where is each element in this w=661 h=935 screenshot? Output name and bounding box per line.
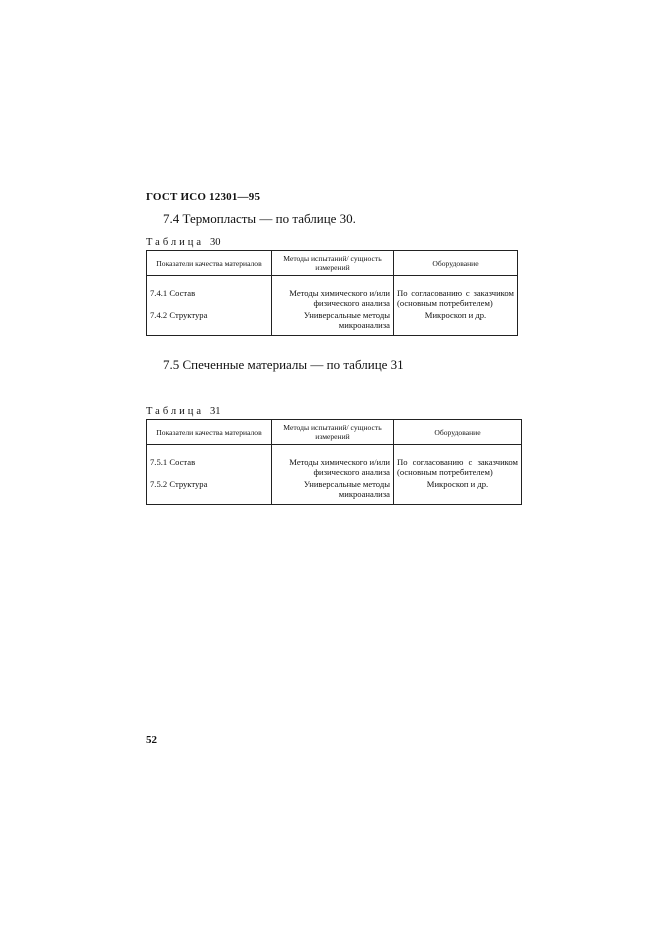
- cell-indicator: 7.4.2 Структура: [147, 309, 272, 336]
- table-30: [146, 250, 518, 336]
- cell-method: Методы химического и/или физического анализа: [272, 276, 394, 310]
- table-row: [147, 309, 518, 336]
- equipment-text: Микроскоп и др.: [426, 479, 489, 489]
- section-heading-7-4: 7.4 Термопласты — по таблице 30.: [163, 211, 356, 226]
- table-row: [147, 445, 522, 479]
- cell-equipment: По согласованию с заказчиком (основным потребителем): [394, 276, 518, 310]
- table-header-row: [147, 251, 518, 276]
- section-heading-7-5: 7.5 Спеченные материалы — по таблице 31: [163, 357, 404, 372]
- cell-method: Универсальные методы микроанализа: [272, 478, 394, 505]
- column-header-methods: Методы испытаний/ сущность измерений: [272, 251, 394, 276]
- cell-equipment: По согласованию с заказчиком (основным потребителем): [394, 445, 522, 479]
- table-30-caption: [146, 237, 221, 248]
- table-row: [147, 478, 522, 505]
- table-31-caption: [146, 406, 221, 417]
- cell-indicator: 7.5.1 Состав: [147, 445, 272, 479]
- cell-method: Методы химического и/или физического анализа: [272, 445, 394, 479]
- table-caption-word: Таблица: [146, 237, 205, 248]
- cell-equipment: [394, 478, 522, 505]
- column-header-indicators: Показатели качества материалов: [147, 251, 272, 276]
- table-31: [146, 419, 522, 505]
- column-header-equipment: Оборудование: [394, 251, 518, 276]
- page-number: 52: [146, 734, 157, 746]
- cell-method: Универсальные методы микроанализа: [272, 309, 394, 336]
- document-code: ГОСТ ИСО 12301—95: [146, 191, 261, 203]
- cell-indicator: 7.4.1 Состав: [147, 276, 272, 310]
- table-row: [147, 276, 518, 310]
- column-header-indicators: Показатели качества материалов: [147, 420, 272, 445]
- cell-indicator: 7.5.2 Структура: [147, 478, 272, 505]
- column-header-equipment: Оборудование: [394, 420, 522, 445]
- table-caption-number: 30: [210, 237, 221, 248]
- equipment-text: Микроскоп и др.: [424, 310, 487, 320]
- column-header-methods: Методы испытаний/ сущность измерений: [272, 420, 394, 445]
- cell-equipment: [394, 309, 518, 336]
- table-caption-number: 31: [210, 406, 221, 417]
- table-header-row: [147, 420, 522, 445]
- table-caption-word: Таблица: [146, 406, 205, 417]
